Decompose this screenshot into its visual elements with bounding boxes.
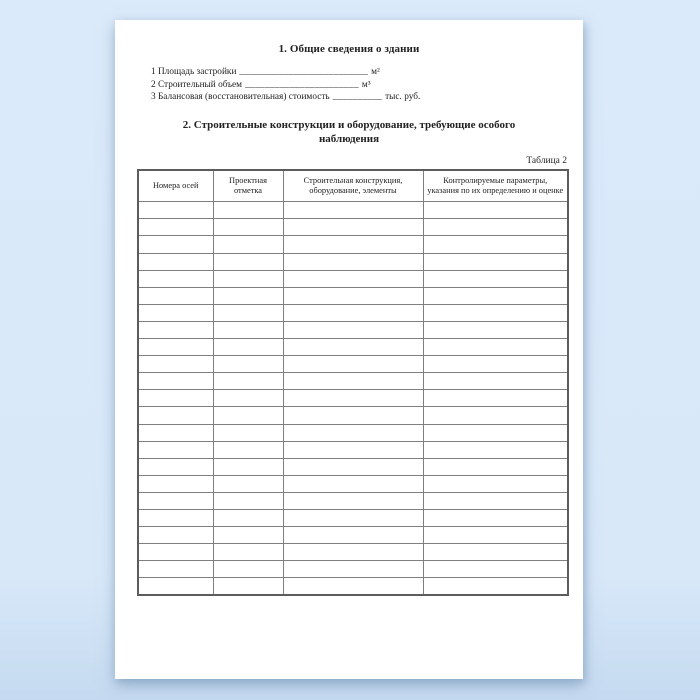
table-cell [423,270,568,287]
table-cell [138,441,213,458]
table-cell [423,339,568,356]
table-cell [283,492,423,509]
table-cell [138,578,213,595]
field-blank-line: __________________________ [239,67,369,77]
table-cell [423,578,568,595]
table-cell [423,287,568,304]
table-cell [138,424,213,441]
table-cell [213,509,283,526]
table-row [138,390,568,407]
table-cell [138,304,213,321]
table-row [138,202,568,219]
field-label: 1 Площадь застройки [151,67,237,77]
table-cell [138,509,213,526]
table-cell [213,373,283,390]
table-cell [213,270,283,287]
table-caption: Таблица 2 [526,155,567,166]
table-cell [213,441,283,458]
table-cell [213,219,283,236]
table-cell [138,544,213,561]
table-cell [423,561,568,578]
field-label: 3 Балансовая (восстановительная) стоимость [151,92,330,103]
table-cell [283,287,423,304]
table-cell [423,527,568,544]
table-cell [213,475,283,492]
table-cell [213,356,283,373]
table-cell [283,527,423,544]
table-row [138,561,568,578]
table-cell [283,509,423,526]
field-unit: м³ [361,79,371,90]
table-cell [423,321,568,338]
table-cell [283,270,423,287]
table-cell [138,373,213,390]
field-unit: м² [371,67,380,77]
table-row [138,270,568,287]
table-cell [283,202,423,219]
table-row [138,219,568,236]
table-cell [138,253,213,270]
table-cell [283,407,423,424]
table-cell [138,202,213,219]
table-cell [423,390,568,407]
table-cell [213,321,283,338]
table-cell [423,219,568,236]
field-label: 2 Строительный объем [151,79,243,90]
table-cell [213,492,283,509]
table-cell [283,441,423,458]
table-row [138,492,568,509]
table-cell [283,424,423,441]
table-cell [213,253,283,270]
table-cell [213,578,283,595]
table-cell [138,475,213,492]
table-cell [423,458,568,475]
table-cell [213,236,283,253]
table-cell [283,236,423,253]
table-cell [423,253,568,270]
table-row [138,544,568,561]
table-row [138,373,568,390]
table-cell [138,236,213,253]
table-cell [283,578,423,595]
table-cell [213,407,283,424]
table-cell [283,458,423,475]
table-cell [138,339,213,356]
table-cell [213,390,283,407]
table-cell [283,390,423,407]
table-row [138,236,568,253]
table-cell [138,492,213,509]
table-body [138,202,568,595]
table-cell [423,236,568,253]
field-line-building-volume [151,79,553,92]
document-page [115,20,583,679]
table-header [138,170,568,202]
observation-table [137,169,569,596]
table-cell [283,219,423,236]
table-cell [423,424,568,441]
table-row [138,407,568,424]
table-cell [283,561,423,578]
table-row [138,321,568,338]
column-header-parameters: Контролируемые параметры, указания по их определению и оценке [423,170,568,202]
table-cell [423,373,568,390]
section1-fields [151,66,553,104]
table-cell [213,561,283,578]
table-cell [138,527,213,544]
table-cell [138,321,213,338]
table-cell [423,475,568,492]
table-cell [283,253,423,270]
table-cell [283,475,423,492]
column-header-design-mark: Проектная отметка [213,170,283,202]
table-cell [213,458,283,475]
table-cell [423,304,568,321]
field-blank-line: __________ [332,92,383,103]
table-row [138,339,568,356]
table-cell [283,356,423,373]
table-cell [213,339,283,356]
table-cell [138,390,213,407]
table-cell [213,304,283,321]
field-blank-line: _______________________ [245,79,359,90]
table-row [138,441,568,458]
column-header-axes: Номера осей [138,170,213,202]
section2-title: 2. Строительные конструкции и оборудование, требующие особого наблюдения [182,118,516,146]
table-row [138,424,568,441]
table-cell [138,270,213,287]
table-cell [423,202,568,219]
table-cell [283,544,423,561]
table-cell [138,458,213,475]
table-row [138,458,568,475]
table-cell [423,356,568,373]
table-cell [138,219,213,236]
table-cell [423,492,568,509]
table-cell [213,544,283,561]
table-cell [213,527,283,544]
table-cell [138,561,213,578]
table-cell [138,407,213,424]
table-row [138,304,568,321]
table-row [138,356,568,373]
table-cell [283,373,423,390]
table-cell [283,339,423,356]
field-line-building-area [151,66,553,79]
table-row [138,509,568,526]
section1-title: 1. Общие сведения о здании [278,43,420,55]
table-row [138,527,568,544]
table-cell [213,424,283,441]
field-line-balance-cost [151,91,553,104]
table-row [138,578,568,595]
table-cell [423,544,568,561]
table-cell [423,441,568,458]
table-row [138,287,568,304]
table-cell [283,304,423,321]
column-header-construction: Строительная конструкция, оборудование, элементы [283,170,423,202]
table-row [138,475,568,492]
table-cell [423,509,568,526]
table-cell [283,321,423,338]
table-cell [213,287,283,304]
table-cell [138,287,213,304]
table-header-row [138,170,568,202]
table-cell [138,356,213,373]
table-cell [423,407,568,424]
field-unit: тыс. руб. [385,92,421,103]
table-row [138,253,568,270]
table-cell [213,202,283,219]
